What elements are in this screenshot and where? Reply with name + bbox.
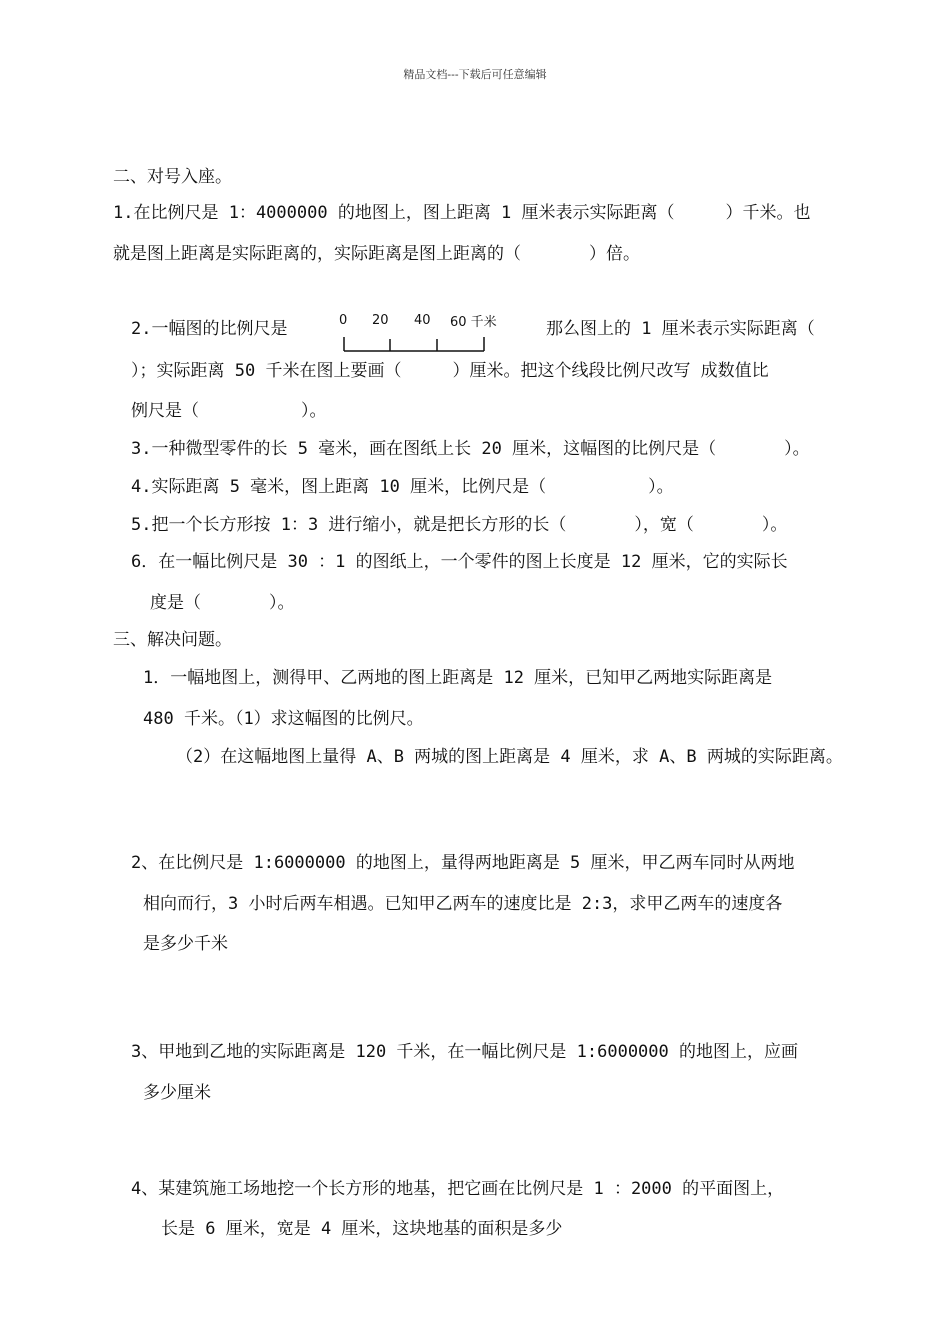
question-1-line-2: 就是图上距离是实际距离的，实际距离是图上距离的（ ）倍。 <box>113 244 640 264</box>
problem-1-line-1: 1．一幅地图上，测得甲、乙两地的图上距离是 12 厘米，已知甲乙两地实际距离是 <box>143 668 773 688</box>
problem-1-line-2: 480 千米。（1）求这幅图的比例尺。 <box>143 709 424 729</box>
problem-1-line-3: （2）在这幅地图上量得 A、B 两城的图上距离是 4 厘米，求 A、B 两城的实际距离。 <box>176 747 843 767</box>
question-2-line-3: 例尺是（ ）。 <box>131 401 327 421</box>
question-2-prefix: 2.一幅图的比例尺是 <box>131 319 288 339</box>
scale-label-0: 0 <box>339 313 348 328</box>
question-6-line-2: 度是（ ）。 <box>150 593 295 613</box>
problem-3-line-2: 多少厘米 <box>143 1083 211 1103</box>
question-6-line-1: 6．在一幅比例尺是 30 ：1 的图纸上，一个零件的图上长度是 12 厘米，它的实际长 <box>131 552 788 572</box>
question-1-line-1: 1.在比例尺是 1：4000000 的地图上，图上距离 1 厘米表示实际距离（ ）千米。也 <box>113 203 811 223</box>
problem-3-line-1: 3、甲地到乙地的实际距离是 120 千米，在一幅比例尺是 1:6000000 的地图上，应画 <box>131 1042 798 1062</box>
page-header: 精品文档---下载后可任意编辑 <box>403 68 547 81</box>
section3-title: 三、解决问题。 <box>113 630 232 650</box>
question-5: 5.把一个长方形按 1：3 进行缩小，就是把长方形的长（ ），宽（ ）。 <box>131 515 788 535</box>
problem-2-line-1: 2、在比例尺是 1:6000000 的地图上，量得两地距离是 5 厘米，甲乙两车同时从两地 <box>131 853 795 873</box>
problem-4-line-1: 4、某建筑施工场地挖一个长方形的地基，把它画在比例尺是 1 ：2000 的平面图上， <box>131 1179 785 1199</box>
linear-scale-bar <box>342 335 486 353</box>
question-4: 4.实际距离 5 毫米，图上距离 10 厘米，比例尺是（ ）。 <box>131 477 674 497</box>
question-2-suffix: 那么图上的 1 厘米表示实际距离（ <box>546 319 815 339</box>
problem-2-line-2: 相向而行，3 小时后两车相遇。已知甲乙两车的速度比是 2:3，求甲乙两车的速度各 <box>143 894 783 914</box>
problem-4-line-2: 长是 6 厘米，宽是 4 厘米，这块地基的面积是多少 <box>161 1219 563 1239</box>
scale-label-40: 40 <box>414 313 431 328</box>
question-2-line-2: ）；实际距离 50 千米在图上要画（ ）厘米。把这个线段比例尺改写 成数值比 <box>131 361 769 381</box>
scale-label-20: 20 <box>372 313 389 328</box>
scale-label-60km: 60 千米 <box>450 315 497 330</box>
problem-2-line-3: 是多少千米 <box>143 934 228 954</box>
section2-title: 二、对号入座。 <box>113 167 232 187</box>
question-3: 3.一种微型零件的长 5 毫米，画在图纸上长 20 厘米，这幅图的比例尺是（ ）。 <box>131 439 810 459</box>
